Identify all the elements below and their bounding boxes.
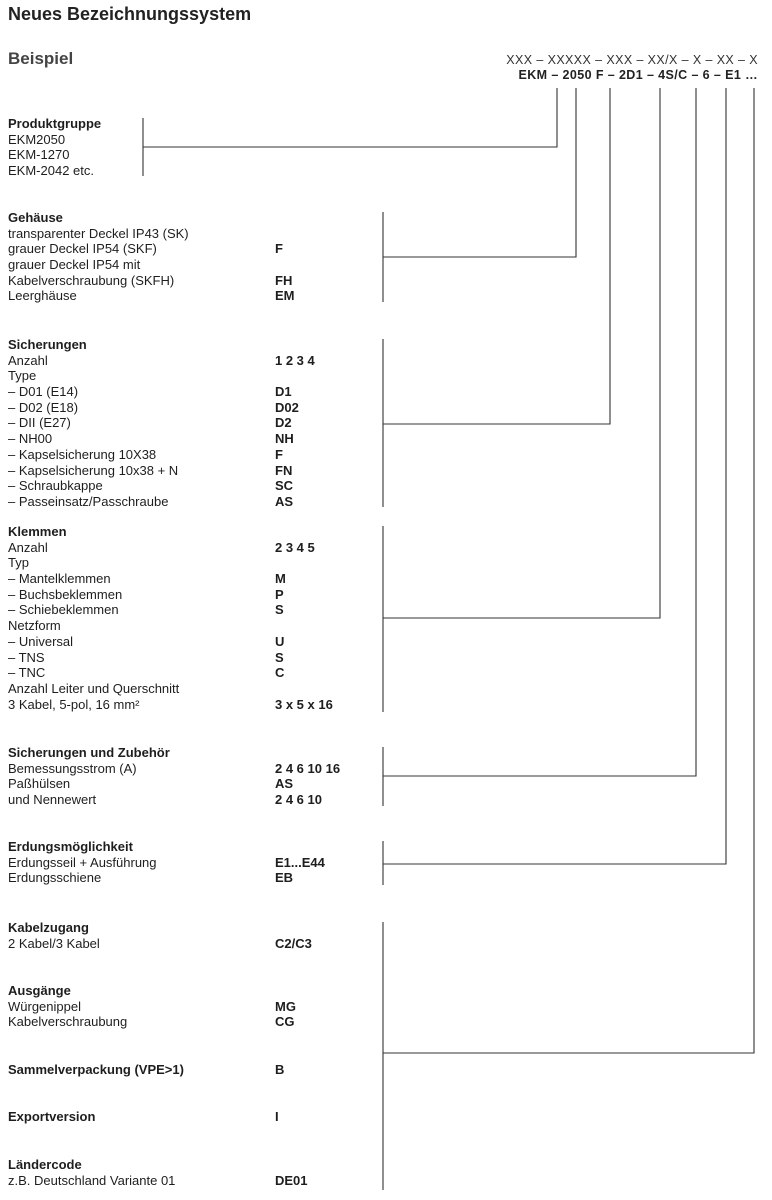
option-label: Gehäuse [8, 210, 63, 225]
option-code: S [275, 602, 284, 618]
option-label: 2 Kabel/3 Kabel [8, 935, 100, 951]
option-label: – TNS [8, 649, 45, 665]
option-code: DE01 [275, 1172, 308, 1188]
option-code: D2 [275, 415, 292, 431]
option-code: 2 4 6 10 16 [275, 760, 341, 776]
connector-produktgruppe [143, 88, 557, 176]
option-label: – Passeinsatz/Passchraube [8, 493, 169, 509]
option-label: Erdungsmöglichkeit [8, 839, 133, 854]
option-code: NH [275, 431, 294, 447]
option-label: transparenter Deckel IP43 (SK) [8, 225, 189, 241]
option-label: Klemmen [8, 524, 67, 539]
option-label: Anzahl [8, 352, 48, 368]
option-label: Kabelverschraubung (SKFH) [8, 272, 175, 288]
option-label: – Universal [8, 633, 74, 649]
option-label: – TNC [8, 665, 46, 681]
option-label: Exportversion [8, 1109, 96, 1124]
code-pattern: XXX – XXXXX – XXX – XX/X – X – XX – X [506, 53, 758, 67]
option-code: S [275, 649, 284, 665]
option-code: EM [275, 288, 295, 304]
option-code: 2 3 4 5 [275, 539, 315, 555]
connector-zubehoer [383, 88, 696, 806]
option-label: Netzform [8, 618, 61, 634]
option-label: Ländercode [8, 1157, 82, 1172]
option-code: I [275, 1109, 279, 1124]
option-label: – Mantelklemmen [8, 571, 111, 587]
option-label: – D02 (E18) [8, 399, 79, 415]
option-code: 2 4 6 10 [275, 792, 322, 808]
option-label: EKM2050 [8, 131, 66, 147]
option-code: CG [275, 1014, 295, 1030]
connector-erdung [383, 88, 726, 885]
option-label: Leerghäuse [8, 288, 77, 304]
page-title: Neues Bezeichnungssystem [8, 4, 252, 24]
option-label: Anzahl [8, 539, 48, 555]
option-code: D1 [275, 384, 292, 400]
option-label: Würgenippel [8, 998, 81, 1014]
option-label: Sammelverpackung (VPE>1) [8, 1062, 184, 1077]
code-example: EKM – 2050 F – 2D1 – 4S/C – 6 – E1 … [518, 68, 758, 82]
option-code: FN [275, 462, 293, 478]
option-label: EKM-2042 etc. [8, 163, 94, 179]
option-label: – Schiebeklemmen [8, 602, 119, 618]
option-label: Anzahl Leiter und Querschnitt [8, 680, 180, 696]
option-code: P [275, 586, 284, 602]
option-code: FH [275, 272, 293, 288]
connector-gehaeuse [383, 88, 576, 302]
option-label: – Kapselsicherung 10X38 [8, 446, 157, 462]
option-label: – NH00 [8, 431, 53, 447]
option-label: Typ [8, 555, 29, 571]
option-label: – D01 (E14) [8, 384, 79, 400]
option-code: C [275, 665, 285, 681]
option-code: AS [275, 776, 294, 792]
option-label: Kabelzugang [8, 920, 89, 935]
option-label: Kabelverschraubung [8, 1014, 128, 1030]
option-code: F [275, 241, 283, 257]
example-heading: Beispiel [8, 49, 74, 68]
option-label: grauer Deckel IP54 mit [8, 257, 141, 273]
option-code: EB [275, 870, 294, 886]
option-label: 3 Kabel, 5-pol, 16 mm² [8, 696, 140, 712]
option-code: U [275, 633, 285, 649]
option-label: Sicherungen und Zubehör [8, 745, 170, 760]
connector-paths [143, 88, 754, 1190]
option-label: – Schraubkappe [8, 478, 103, 494]
option-code: D02 [275, 399, 299, 415]
option-label: z.B. Deutschland Variante 01 [8, 1172, 176, 1188]
option-code: M [275, 571, 286, 587]
option-code: B [275, 1062, 285, 1077]
option-label: – DII (E27) [8, 415, 71, 431]
connector-klemmen [383, 88, 660, 712]
option-label: EKM-1270 [8, 147, 70, 163]
connector-optionen [383, 88, 754, 1190]
option-code: C2/C3 [275, 935, 312, 951]
option-label: – Kapselsicherung 10x38 + N [8, 462, 179, 478]
option-code: F [275, 446, 283, 462]
option-label: Erdungsschiene [8, 870, 102, 886]
option-code: AS [275, 493, 294, 509]
option-code: 1 2 3 4 [275, 352, 315, 368]
option-label: Type [8, 368, 37, 384]
option-label: Erdungsseil + Ausführung [8, 854, 157, 870]
option-label: – Buchsbeklemmen [8, 586, 123, 602]
option-code: MG [275, 998, 296, 1014]
option-code: E1...E44 [275, 854, 325, 870]
option-label: grauer Deckel IP54 (SKF) [8, 241, 157, 257]
option-label: Paßhülsen [8, 776, 71, 792]
option-label: und Nennewert [8, 792, 97, 808]
option-label: Sicherungen [8, 337, 87, 352]
option-label: Bemessungsstrom (A) [8, 760, 137, 776]
option-label: Ausgänge [8, 983, 71, 998]
option-code: 3 x 5 x 16 [275, 696, 333, 712]
option-label: Produktgruppe [8, 116, 102, 131]
option-code: SC [275, 478, 294, 494]
